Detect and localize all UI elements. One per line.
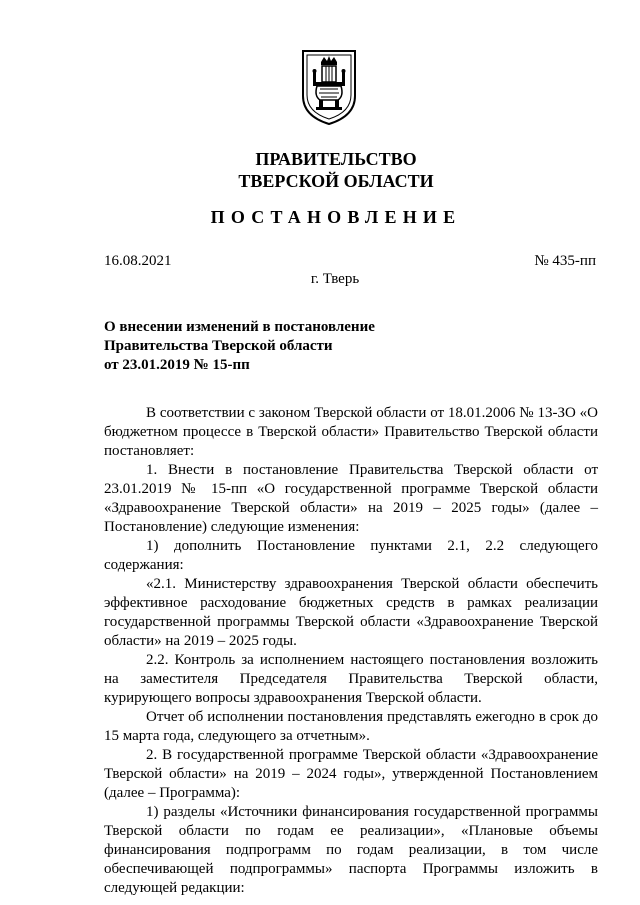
body-paragraph: 2. В государственной программе Тверской области «Здравоохранение Тверской области» на 2019 – 2024 годы», утвержденной Постановлением (далее – Программа): [104, 747, 598, 801]
body-paragraph: «2.1. Министерству здравоохранения Тверской области обеспечить эффективное расходование бюджетных средств в рамках реализации государственной программы Тверской области «Здравоохранение Тверской области» на 2019 – 2025 годы. [104, 576, 598, 649]
subject-line: от 23.01.2019 № 15-пп [104, 357, 250, 373]
government-name-line1: ПРАВИТЕЛЬСТВО [255, 149, 417, 169]
subject-line: Правительства Тверской области [104, 338, 333, 354]
document-body [104, 404, 598, 898]
subject-line: О внесении изменений в постановление [104, 319, 375, 335]
body-paragraph: 1) дополнить Постановление пунктами 2.1, 2.2 следующего содержания: [104, 538, 598, 573]
document-subject [104, 318, 375, 375]
body-paragraph: В соответствии с законом Тверской области от 18.01.2006 № 13-ЗО «О бюджетном процессе в Тверской области» Правительство Тверской области постановляет: [104, 405, 598, 459]
document-number: № 435-пп [534, 253, 596, 269]
government-name-line2: ТВЕРСКОЙ ОБЛАСТИ [238, 171, 434, 191]
coat-of-arms-icon [300, 48, 358, 126]
body-paragraph: Отчет об исполнении постановления представлять ежегодно в срок до 15 марта года, следующего за отчетным». [104, 709, 598, 744]
document-city: г. Тверь [310, 271, 360, 287]
body-paragraph: 1) разделы «Источники финансирования государственной программы Тверской области по годам ее реализации», «Плановые объемы финансирования подпрограмм по годам реализации, в том числе обеспечивающей подпрограммы» паспорта Программы изложить в следующей редакции: [104, 804, 598, 896]
document-date: 16.08.2021 [104, 253, 172, 269]
body-paragraph: 1. Внести в постановление Правительства Тверской области от 23.01.2019 № 15-пп «О государственной программе Тверской области «Здравоохранение Тверской области» на 2019 – 2025 годы» (далее – Постановление) следующие изменения: [104, 462, 598, 535]
body-paragraph: 2.2. Контроль за исполнением настоящего постановления возложить на заместителя Председателя Правительства Тверской области, курирующего вопросы здравоохранения Тверской области. [104, 652, 598, 706]
document-type-title: ПОСТАНОВЛЕНИЕ [210, 207, 462, 227]
